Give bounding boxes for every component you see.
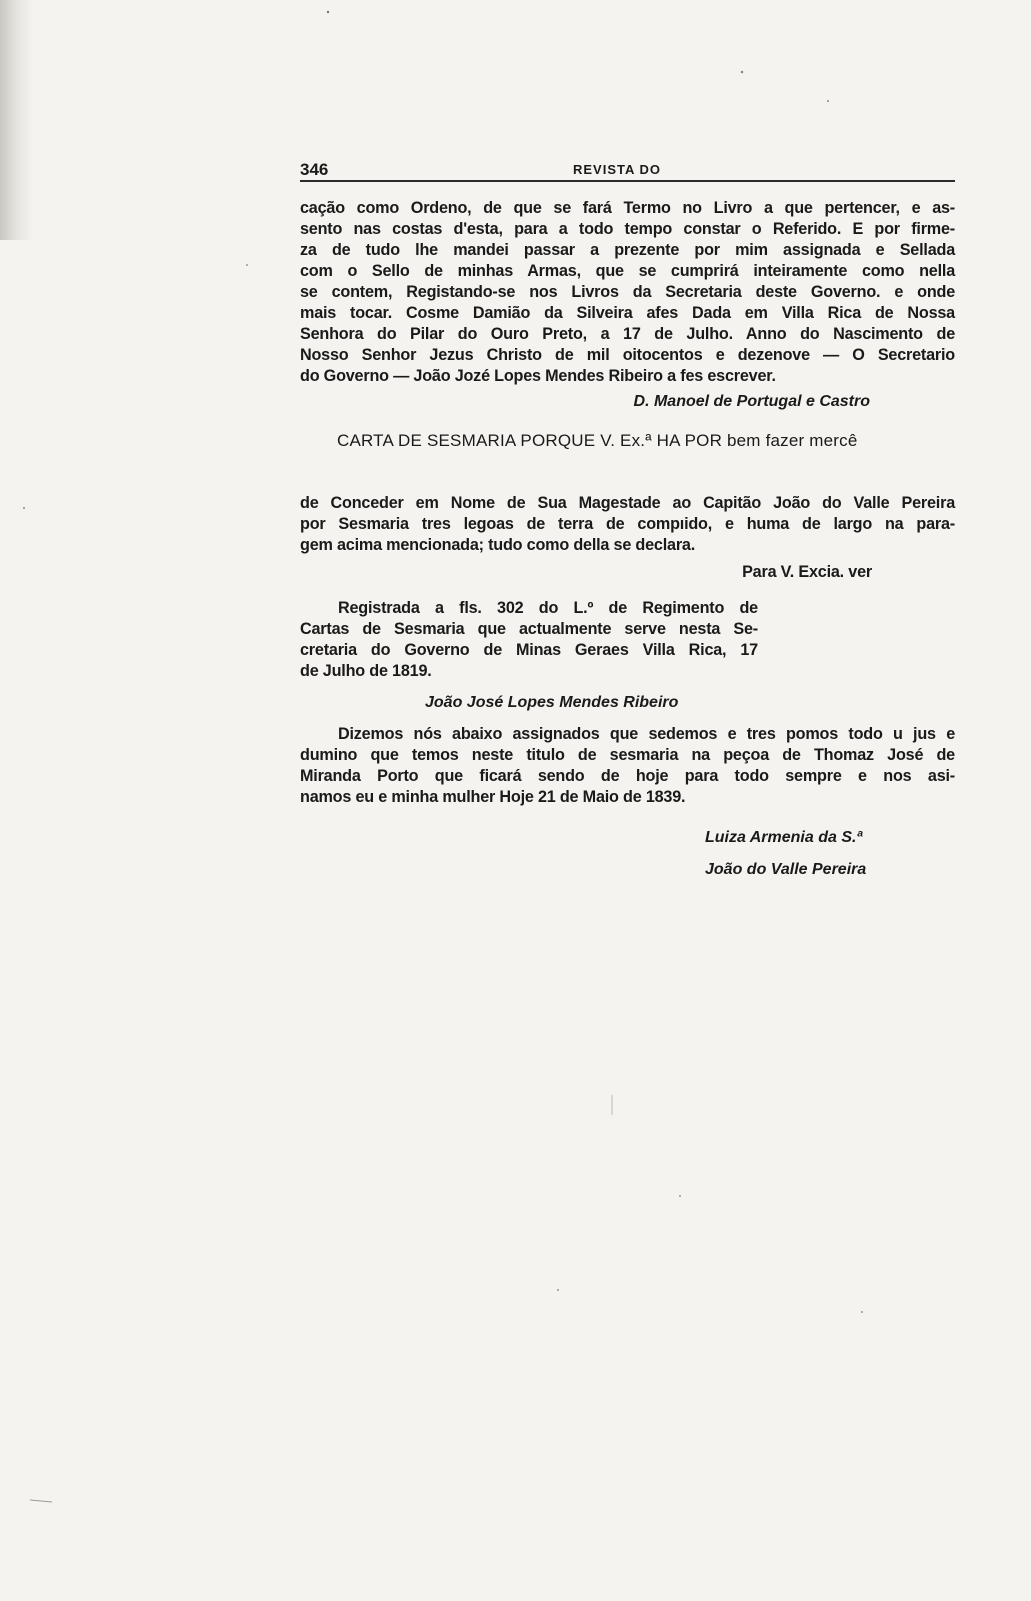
document-page: [300, 152, 955, 886]
paragraph-continuation: [300, 198, 955, 387]
registration-line: Registrada a fls. 302 do L.º de Regimento de: [338, 599, 758, 617]
signature-joao: João do Valle Pereira: [705, 861, 867, 878]
paragraph-grant: [300, 493, 955, 556]
paragraph-line: sento nas costas d'esta, para a todo tempo constar o Referido. E por firme-: [300, 220, 955, 238]
running-title: REVISTA DO: [573, 162, 662, 177]
paragraph-declaration: [300, 724, 955, 808]
paragraph-line: Miranda Porto que ficará sendo de hoje para todo sempre e nos asi-: [300, 767, 955, 785]
paragraph-line: za de tudo lhe mandei passar a prezente por mim assignada e Sellada: [300, 241, 955, 259]
paragraph-line: Senhora do Pilar do Ouro Preto, a 17 de Julho. Anno do Nascimento de: [300, 325, 955, 343]
paragraph-line: namos eu e minha mulher Hoje 21 de Maio de 1839.: [300, 788, 686, 806]
paragraph-line: mais tocar. Cosme Damião da Silveira afes Dada em Villa Rica de Nossa: [300, 304, 955, 322]
paragraph-line: Nosso Senhor Jezus Christo de mil oitocentos e dezenove — O Secretario: [300, 346, 955, 364]
paragraph-line: do Governo — João Jozé Lopes Mendes Ribeiro a fes escrever.: [300, 367, 776, 385]
signature-governor: D. Manoel de Portugal e Castro: [633, 393, 870, 410]
running-head: [300, 152, 955, 182]
para-v-excia-note: Para V. Excia. ver: [742, 563, 872, 581]
registration-line: cretaria do Governo de Minas Geraes Villa Rica, 17: [300, 641, 758, 659]
paragraph-line: cação como Ordeno, de que se fará Termo no Livro a que pertencer, e as-: [300, 199, 955, 217]
page-number: 346: [300, 160, 329, 179]
paragraph-line: dumino que temos neste titulo de sesmaria na peçoa de Thomaz José de: [300, 746, 955, 764]
paragraph-line: de Conceder em Nome de Sua Magestade ao Capitão João do Valle Pereira: [300, 494, 955, 512]
section-heading: CARTA DE SESMARIA PORQUE V. Ex.ª HA POR bem fazer mercê: [337, 431, 858, 450]
paragraph-line: gem acima mencionada; tudo como della se declara.: [300, 536, 696, 554]
paragraph-line: com o Sello de minhas Armas, que se cumprirá inteiramente como nella: [300, 262, 955, 280]
registration-line: Cartas de Sesmaria que actualmente serve nesta Se-: [300, 620, 758, 638]
registration-note: [300, 598, 758, 682]
paragraph-line: se contem, Registando-se nos Livros da Secretaria deste Governo. e onde: [300, 283, 955, 301]
paragraph-line: Dizemos nós abaixo assignados que sedemos e tres pomos todo u jus e: [338, 725, 955, 743]
final-signatures: [300, 822, 955, 886]
signature-secretary: João José Lopes Mendes Ribeiro: [425, 694, 679, 711]
registration-line: de Julho de 1819.: [300, 662, 432, 680]
signature-luiza: Luiza Armenia da S.ª: [705, 829, 863, 846]
scan-edge-shadow: [0, 0, 34, 240]
paragraph-line: por Sesmaria tres legoas de terra de compıido, e huma de largo na para-: [300, 515, 955, 533]
